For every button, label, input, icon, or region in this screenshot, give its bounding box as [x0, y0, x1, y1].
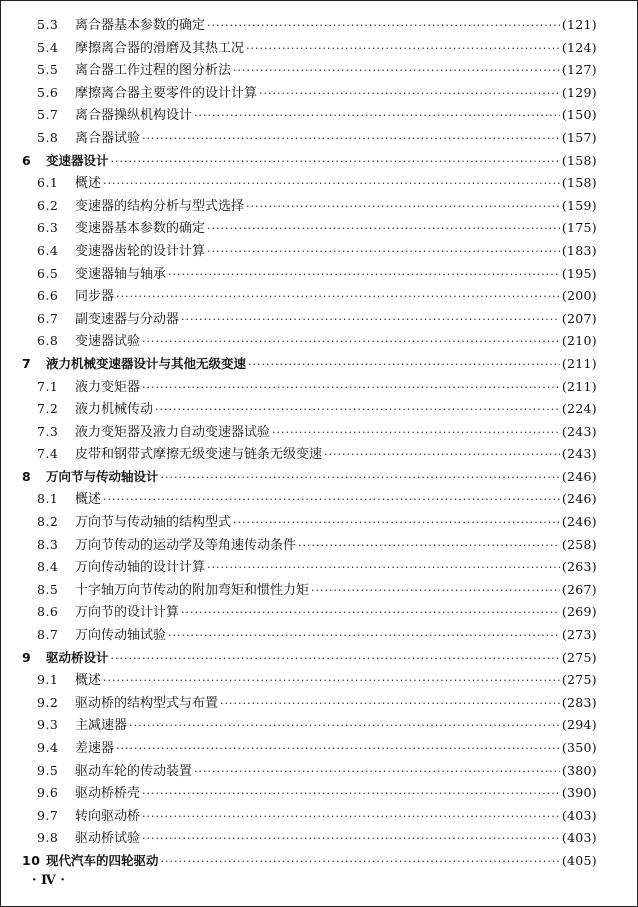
- toc-entry-number: 6.8: [37, 333, 59, 349]
- toc-entry-number: 6.2: [37, 197, 59, 213]
- dot-leader: [207, 241, 560, 264]
- toc-entry-page: (157): [561, 129, 597, 145]
- toc-entry-page: (121): [561, 17, 597, 32]
- dot-leader: [168, 264, 560, 287]
- toc-entry-page: (129): [561, 84, 597, 100]
- toc-entry-title: 驱动桥试验: [75, 831, 141, 847]
- toc-entry-number: 8.7: [37, 627, 59, 643]
- toc-entry-title: 变速器的结构分析与型式选择: [75, 198, 245, 214]
- toc-entry-title: 液力变矩器及液力自动变速器试验: [75, 424, 271, 440]
- toc-entry-page: (269): [561, 604, 597, 620]
- toc-entry-title: 驱动桥桥壳: [75, 786, 141, 802]
- toc-entry-page: (175): [561, 220, 597, 236]
- dot-leader: [298, 535, 560, 558]
- dot-leader: [116, 286, 560, 309]
- toc-entry-title: 概述: [75, 492, 102, 508]
- dot-leader: [103, 173, 560, 196]
- toc-entry-number: 7.4: [37, 446, 59, 462]
- toc-entry-page: (200): [561, 288, 597, 304]
- toc-chapter-row[interactable]: [22, 850, 597, 873]
- toc-entry-number: 8.2: [37, 514, 59, 530]
- toc-entry-page: (207): [561, 310, 597, 326]
- toc-chapter-row[interactable]: [22, 353, 597, 376]
- toc-entry-title: 液力机械变速器设计与其他无级变速: [46, 355, 247, 371]
- toc-section-row[interactable]: [22, 782, 597, 805]
- toc-entry-title: 驱动桥设计: [46, 649, 109, 665]
- toc-entry-title: 差速器: [75, 741, 115, 756]
- toc-entry-title: 变速器齿轮的设计计算: [75, 243, 206, 259]
- toc-entry-page: (183): [561, 242, 597, 258]
- toc-entry-number: 5.7: [37, 107, 59, 123]
- toc-entry-page: (403): [561, 807, 597, 823]
- toc-section-row[interactable]: [22, 285, 597, 308]
- toc-section-row[interactable]: [22, 59, 597, 82]
- toc-entry-title: 十字轴万向节传动的附加弯矩和惯性力矩: [75, 582, 310, 598]
- toc-entry-number: 6.7: [37, 310, 59, 326]
- toc-entry-page: (350): [561, 740, 597, 755]
- toc-entry-page: (224): [561, 401, 597, 417]
- dot-leader: [248, 354, 560, 377]
- dot-leader: [142, 331, 560, 354]
- dot-leader: [246, 196, 560, 219]
- dot-leader: [142, 128, 560, 151]
- toc-entry-title: 概述: [75, 176, 102, 192]
- toc-entry-page: (403): [561, 830, 597, 846]
- toc-section-row[interactable]: [22, 217, 597, 240]
- dot-leader: [194, 105, 560, 128]
- toc-section-row[interactable]: [22, 37, 597, 60]
- toc-entry-title: 概述: [75, 673, 102, 689]
- toc-entry-number: 8.3: [37, 536, 59, 552]
- toc-entry-number: 5.4: [37, 39, 59, 55]
- toc-entry-number: 8.1: [37, 491, 59, 507]
- toc-entry-title: 驱动桥的结构型式与布置: [75, 695, 219, 711]
- toc-section-row[interactable]: [22, 534, 597, 557]
- dot-leader: [311, 580, 560, 603]
- toc-entry-number: 5.8: [37, 129, 59, 145]
- toc-section-row[interactable]: [22, 805, 597, 828]
- toc-entry-title: 同步器: [75, 289, 115, 305]
- toc-entry-title: 万向节与传动轴的结构型式: [75, 515, 232, 531]
- toc-entry-page: (150): [561, 107, 597, 123]
- dot-leader: [111, 648, 560, 671]
- toc-entry-number: 5.3: [37, 17, 59, 32]
- dot-leader: [142, 783, 560, 806]
- toc-entry-title: 万向节的设计计算: [75, 605, 180, 621]
- toc-entry-title: 摩擦离合器主要零件的设计计算: [75, 85, 258, 101]
- dot-leader: [324, 444, 560, 467]
- toc-section-row[interactable]: [22, 104, 597, 127]
- toc-entry-number: 7.3: [37, 423, 59, 439]
- dot-leader: [220, 693, 560, 716]
- toc-entry-number: 9.5: [37, 762, 59, 778]
- toc-entry-title: 变速器试验: [75, 334, 141, 350]
- toc-section-row[interactable]: [22, 443, 597, 466]
- toc-entry-title: 变速器设计: [46, 152, 109, 168]
- toc-section-row[interactable]: [22, 308, 597, 331]
- toc-entry-page: (263): [561, 559, 597, 575]
- toc-entry-number: 9.2: [37, 694, 59, 710]
- toc-entry-page: (275): [561, 672, 597, 688]
- dot-leader: [161, 851, 560, 874]
- toc-entry-title: 副变速器与分动器: [75, 311, 180, 327]
- toc-entry-page: (243): [561, 446, 597, 462]
- dot-leader: [272, 422, 560, 445]
- toc-entry-title: 变速器基本参数的确定: [75, 221, 206, 237]
- toc-entry-number: 7: [22, 355, 32, 371]
- toc-entry-number: 8.5: [37, 581, 59, 597]
- toc-entry-title: 离合器试验: [75, 130, 141, 146]
- toc-entry-number: 6.6: [37, 288, 59, 304]
- toc-section-row[interactable]: [22, 737, 597, 760]
- toc-section-row[interactable]: [22, 240, 597, 263]
- toc-entry-number: 9.8: [37, 830, 59, 846]
- toc-entry-number: 7.1: [37, 378, 59, 394]
- toc-section-row[interactable]: [22, 511, 597, 534]
- toc-entry-title: 液力变矩器: [75, 379, 141, 395]
- toc-entry-page: (211): [561, 355, 597, 371]
- toc-entry-number: 8.4: [37, 559, 59, 575]
- toc-entry-number: 6.5: [37, 265, 59, 281]
- toc-entry-page: (390): [561, 785, 597, 801]
- dot-leader: [103, 489, 560, 512]
- toc-entry-page: (246): [561, 468, 597, 484]
- dot-leader: [246, 38, 560, 61]
- toc-entry-title: 万向节传动的运动学及等角速传动条件: [75, 537, 297, 553]
- dot-leader: [207, 15, 560, 38]
- toc-entry-title: 万向传动轴的设计计算: [75, 560, 206, 576]
- toc-entry-page: (159): [561, 197, 597, 213]
- toc-entry-page: (127): [561, 62, 597, 78]
- dot-leader: [181, 602, 560, 625]
- toc-entry-number: 6.3: [37, 220, 59, 236]
- toc-entry-page: (294): [561, 717, 597, 733]
- toc-section-row[interactable]: [22, 376, 597, 399]
- dot-leader: [129, 715, 560, 738]
- toc-entry-number: 7.2: [37, 401, 59, 417]
- toc-entry-number: 9.7: [37, 807, 59, 823]
- toc-entry-page: (246): [561, 514, 597, 530]
- toc-entry-number: 9.3: [37, 717, 59, 733]
- toc-chapter-row[interactable]: [22, 150, 597, 173]
- toc-section-row[interactable]: [22, 624, 597, 647]
- toc-entry-page: (158): [561, 152, 597, 168]
- toc-entry-number: 6.4: [37, 242, 59, 258]
- toc-entry-number: 6.1: [37, 175, 59, 191]
- toc-entry-title: 离合器基本参数的确定: [75, 18, 206, 33]
- toc-section-row[interactable]: [22, 14, 597, 37]
- toc-section-row[interactable]: [22, 488, 597, 511]
- toc-section-row[interactable]: [22, 330, 597, 353]
- dot-leader: [111, 151, 560, 174]
- toc-section-row[interactable]: [22, 398, 597, 421]
- dot-leader: [103, 670, 560, 693]
- toc-chapter-row[interactable]: [22, 647, 597, 670]
- toc-section-row[interactable]: [22, 692, 597, 715]
- dot-leader: [194, 761, 560, 784]
- toc-entry-number: 10: [22, 852, 41, 868]
- toc-entry-page: (405): [561, 852, 597, 868]
- toc-entry-title: 主减速器: [75, 718, 128, 734]
- dot-leader: [142, 806, 560, 829]
- toc-entry-page: (283): [561, 694, 597, 710]
- toc-entry-page: (267): [561, 581, 597, 597]
- toc-entry-title: 皮带和钢带式摩擦无级变速与链条无级变速: [75, 447, 323, 463]
- toc-section-row[interactable]: [22, 601, 597, 624]
- toc-entry-title: 离合器操纵机构设计: [75, 108, 193, 124]
- toc-entry-number: 6: [22, 152, 32, 168]
- toc-entry-page: (211): [561, 378, 597, 394]
- toc-section-row[interactable]: [22, 172, 597, 195]
- toc-entry-number: 9.4: [37, 740, 59, 755]
- toc-section-row[interactable]: [22, 827, 597, 850]
- toc-entry-number: 9: [22, 649, 32, 665]
- dot-leader: [168, 625, 560, 648]
- dot-leader: [142, 828, 560, 851]
- toc-entry-title: 驱动车轮的传动装置: [75, 763, 193, 779]
- dot-leader: [207, 557, 560, 580]
- toc-entry-page: (243): [561, 423, 597, 439]
- toc-entry-page: (158): [561, 175, 597, 191]
- toc-entry-title: 离合器工作过程的图分析法: [75, 63, 232, 79]
- toc-entry-title: 摩擦离合器的滑磨及其热工况: [75, 40, 245, 56]
- table-of-contents: [22, 14, 597, 873]
- toc-entry-number: 8.6: [37, 604, 59, 620]
- toc-entry-page: (246): [561, 491, 597, 507]
- toc-entry-number: 9.6: [37, 785, 59, 801]
- toc-entry-page: (273): [561, 627, 597, 643]
- dot-leader: [116, 738, 560, 761]
- toc-entry-page: (380): [561, 762, 597, 778]
- dot-leader: [259, 83, 560, 106]
- toc-section-row[interactable]: [22, 669, 597, 692]
- toc-entry-title: 变速器轴与轴承: [75, 266, 167, 282]
- toc-entry-page: (195): [561, 265, 597, 281]
- dot-leader: [207, 218, 560, 241]
- dot-leader: [142, 377, 560, 400]
- toc-entry-title: 万向节与传动轴设计: [46, 468, 159, 484]
- toc-entry-page: (275): [561, 649, 597, 665]
- toc-entry-number: 5.6: [37, 84, 59, 100]
- dot-leader: [155, 399, 560, 422]
- toc-entry-title: 转向驱动桥: [75, 808, 141, 824]
- toc-entry-number: 9.1: [37, 672, 59, 688]
- dot-leader: [181, 309, 560, 332]
- toc-entry-title: 液力机械传动: [75, 402, 154, 418]
- toc-entry-page: (258): [561, 536, 597, 552]
- toc-section-row[interactable]: [22, 82, 597, 105]
- toc-entry-title: 现代汽车的四轮驱动: [46, 852, 159, 868]
- toc-section-row[interactable]: [22, 127, 597, 150]
- toc-entry-title: 万向传动轴试验: [75, 628, 167, 644]
- toc-chapter-row[interactable]: [22, 466, 597, 489]
- dot-leader: [233, 60, 560, 83]
- toc-section-row[interactable]: [22, 760, 597, 783]
- toc-entry-page: (124): [561, 39, 597, 55]
- toc-entry-page: (210): [561, 333, 597, 349]
- toc-section-row[interactable]: [22, 421, 597, 444]
- toc-section-row[interactable]: [22, 714, 597, 737]
- toc-section-row[interactable]: [22, 556, 597, 579]
- toc-section-row[interactable]: [22, 579, 597, 602]
- toc-entry-number: 8: [22, 468, 32, 484]
- page-number-marker: · Ⅳ ·: [32, 873, 65, 888]
- toc-entry-number: 5.5: [37, 62, 59, 78]
- dot-leader: [161, 467, 560, 490]
- toc-section-row[interactable]: [22, 263, 597, 286]
- dot-leader: [233, 512, 560, 535]
- toc-section-row[interactable]: [22, 195, 597, 218]
